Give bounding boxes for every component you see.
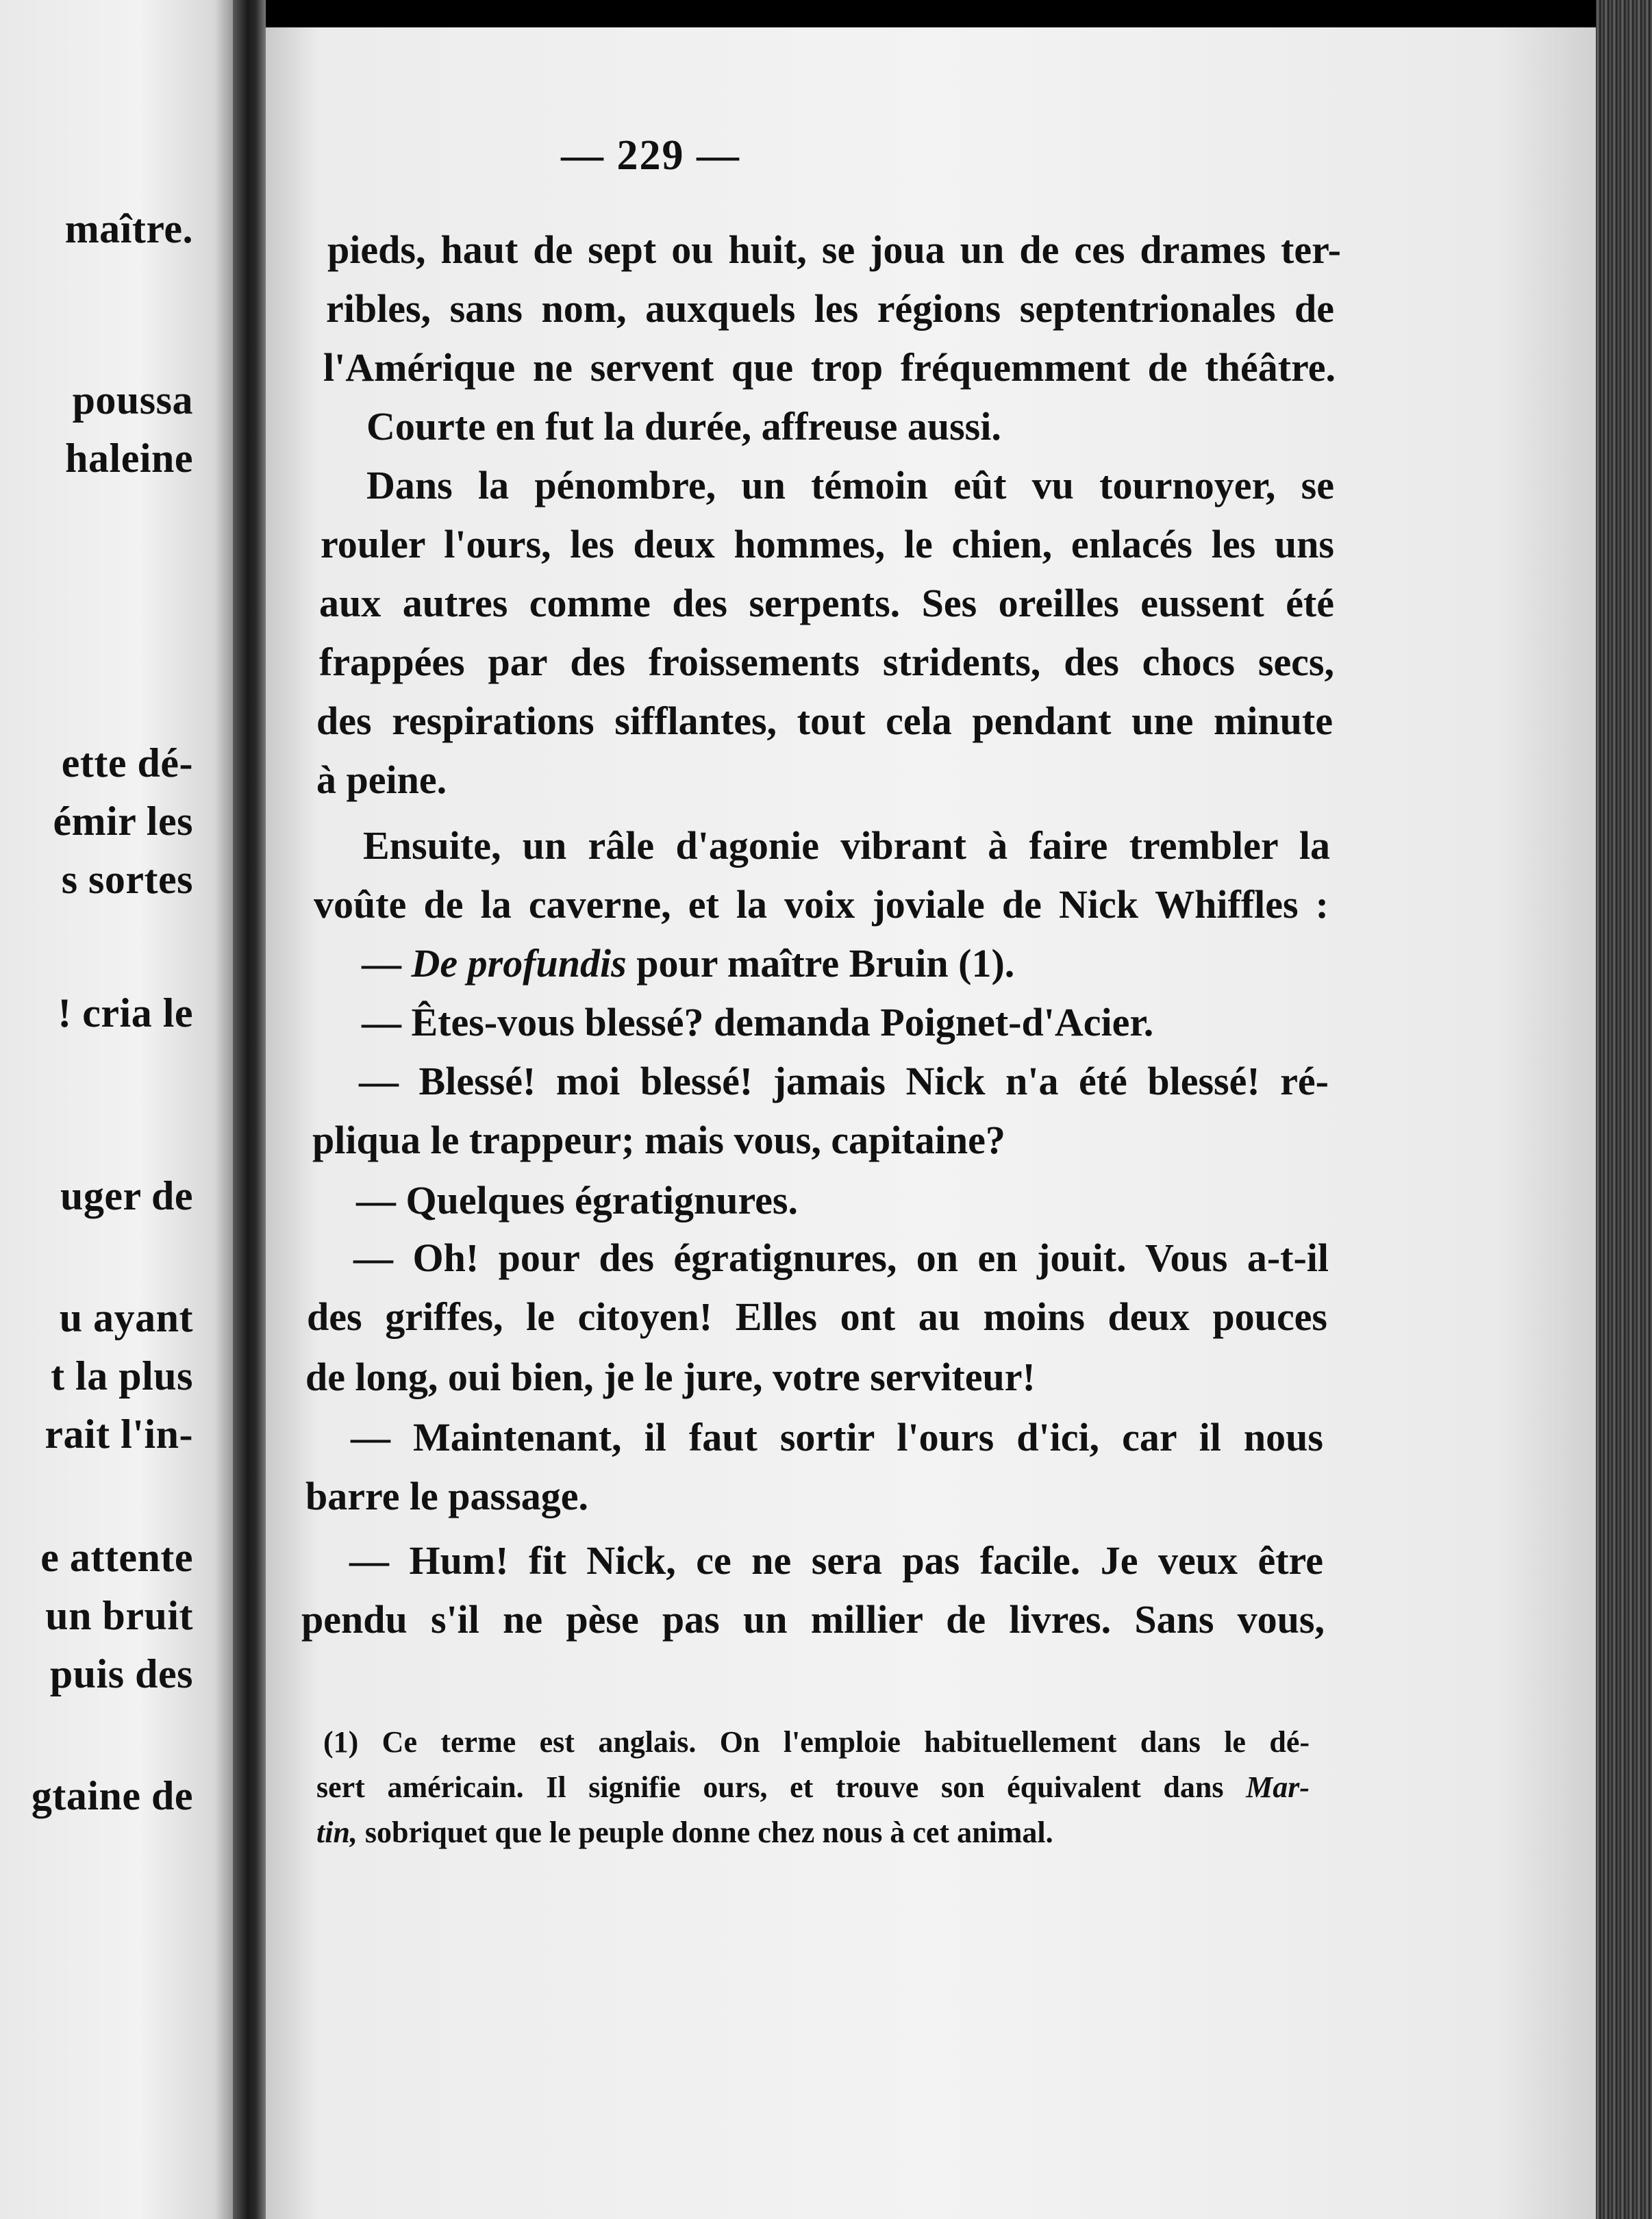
- body-line: [316, 757, 522, 802]
- body-line: [327, 227, 1341, 272]
- footnote-line: [323, 1727, 1310, 1757]
- body-line: [312, 1120, 1066, 1160]
- body-line: [319, 642, 1334, 682]
- body-line: [363, 823, 1330, 868]
- body-line: [366, 463, 1334, 507]
- body-text: Ensuite, un râle d'agonie vibrant à faire trembler la: [363, 823, 1330, 868]
- body-line: [353, 1238, 1329, 1278]
- body-text: frappées par des froissements stridents, des chocs secs,: [319, 640, 1334, 684]
- body-line: [366, 404, 1038, 449]
- footnote-line: [316, 1818, 1179, 1848]
- body-line: [321, 522, 1334, 566]
- left-page-fragment: haleine: [65, 436, 193, 481]
- body-line: [319, 581, 1334, 625]
- body-line: [307, 1294, 1327, 1339]
- body-text: — Hum! fit Nick, ce ne sera pas facile. Je veux être: [349, 1538, 1323, 1583]
- body-line: [301, 1597, 1325, 1642]
- left-page-fragment: t la plus: [51, 1353, 193, 1399]
- body-line: [362, 1000, 1184, 1044]
- left-page-fragment: ! cria le: [58, 990, 193, 1036]
- footnote-line: [316, 1772, 1310, 1803]
- body-text: pendu s'il ne pèse pas un millier de livres. Sans vous,: [301, 1597, 1325, 1642]
- left-page-fragment: uger de: [60, 1173, 193, 1218]
- left-page-fragment: puis des: [49, 1651, 193, 1696]
- footnote-text: Mar-: [1246, 1770, 1310, 1804]
- left-page-fragment: poussa: [72, 377, 193, 423]
- body-line: [316, 701, 1333, 741]
- book-gutter: [233, 0, 266, 2219]
- body-text: rouler l'ours, les deux hommes, le chien, enlacés les uns: [321, 522, 1334, 566]
- left-page-fragment: s sortes: [61, 857, 193, 902]
- body-text: — Oh! pour des égratignures, on en jouit. Vous a-t-il: [353, 1236, 1329, 1280]
- body-line: [349, 1538, 1323, 1583]
- footnote-text: sobriquet que le peuple donne chez nous à cet animal.: [357, 1816, 1053, 1849]
- body-text: aux autres comme des serpents. Ses oreilles eussent été: [319, 581, 1334, 625]
- body-text: voûte de la caverne, et la voix joviale de Nick Whiffles :: [314, 882, 1329, 927]
- left-page-fragment: u ayant: [59, 1295, 193, 1340]
- body-line: [351, 1415, 1323, 1459]
- body-text: barre le passage.: [305, 1474, 588, 1518]
- body-text: Courte en fut la durée, affreuse aussi.: [366, 404, 1001, 449]
- body-text: à peine.: [316, 757, 447, 802]
- left-page-fragment: e attente: [40, 1535, 193, 1580]
- body-text: — Blessé! moi blessé! jamais Nick n'a été blessé! ré-: [359, 1059, 1329, 1103]
- body-text: — Quelques égratignures.: [356, 1178, 798, 1223]
- body-text: De profundis: [411, 941, 627, 986]
- body-text: Dans la pénombre, un témoin eût vu tournoyer, se: [366, 463, 1334, 507]
- left-page-fragment: maître.: [64, 206, 193, 251]
- left-page-fragment: émir les: [53, 799, 193, 844]
- left-page-fragment: rait l'in-: [45, 1412, 193, 1457]
- body-text: — Êtes-vous blessé? demanda Poignet-d'Acier.: [362, 1000, 1154, 1044]
- body-line: [326, 286, 1334, 331]
- body-line: [305, 1474, 627, 1518]
- previous-page-fragment: [0, 0, 233, 2219]
- page-edge-shadow: [1596, 0, 1652, 2219]
- body-text: pliqua le trappeur; mais vous, capitaine?: [312, 1118, 1005, 1162]
- body-text: de long, oui bien, je le jure, votre serviteur!: [305, 1355, 1036, 1399]
- body-line: [305, 1357, 1114, 1397]
- left-page-fragment: ette dé-: [61, 740, 193, 786]
- body-line: [359, 1059, 1329, 1103]
- left-page-fragment: un bruit: [45, 1593, 193, 1638]
- body-text: pour maître Bruin (1).: [626, 941, 1015, 986]
- body-text: des respirations sifflantes, tout cela pendant une minute: [316, 699, 1333, 743]
- body-text: —: [362, 941, 412, 986]
- body-text: des griffes, le citoyen! Elles ont au moins deux pouces: [307, 1294, 1327, 1339]
- body-text: ribles, sans nom, auxquels les régions septentrionales de: [326, 286, 1334, 331]
- body-text: — Maintenant, il faut sortir l'ours d'ici, car il nous: [351, 1415, 1323, 1459]
- body-text: l'Amérique ne servent que trop fréquemment de théâtre.: [323, 345, 1336, 390]
- body-line: [314, 882, 1329, 927]
- footnote-text: (1) Ce terme est anglais. On l'emploie habituellement dans le dé-: [323, 1725, 1310, 1759]
- body-line: [323, 345, 1336, 390]
- body-line: [362, 941, 1047, 986]
- left-page-fragment: gtaine de: [31, 1773, 193, 1818]
- body-line: [356, 1178, 904, 1223]
- body-text: pieds, haut de sept ou huit, se joua un de ces drames ter-: [327, 227, 1341, 272]
- footnote-text: tin,: [316, 1816, 358, 1849]
- page-number: — 229 —: [561, 132, 740, 179]
- footnote-text: sert américain. Il signifie ours, et trouve son équivalent dans: [316, 1770, 1247, 1804]
